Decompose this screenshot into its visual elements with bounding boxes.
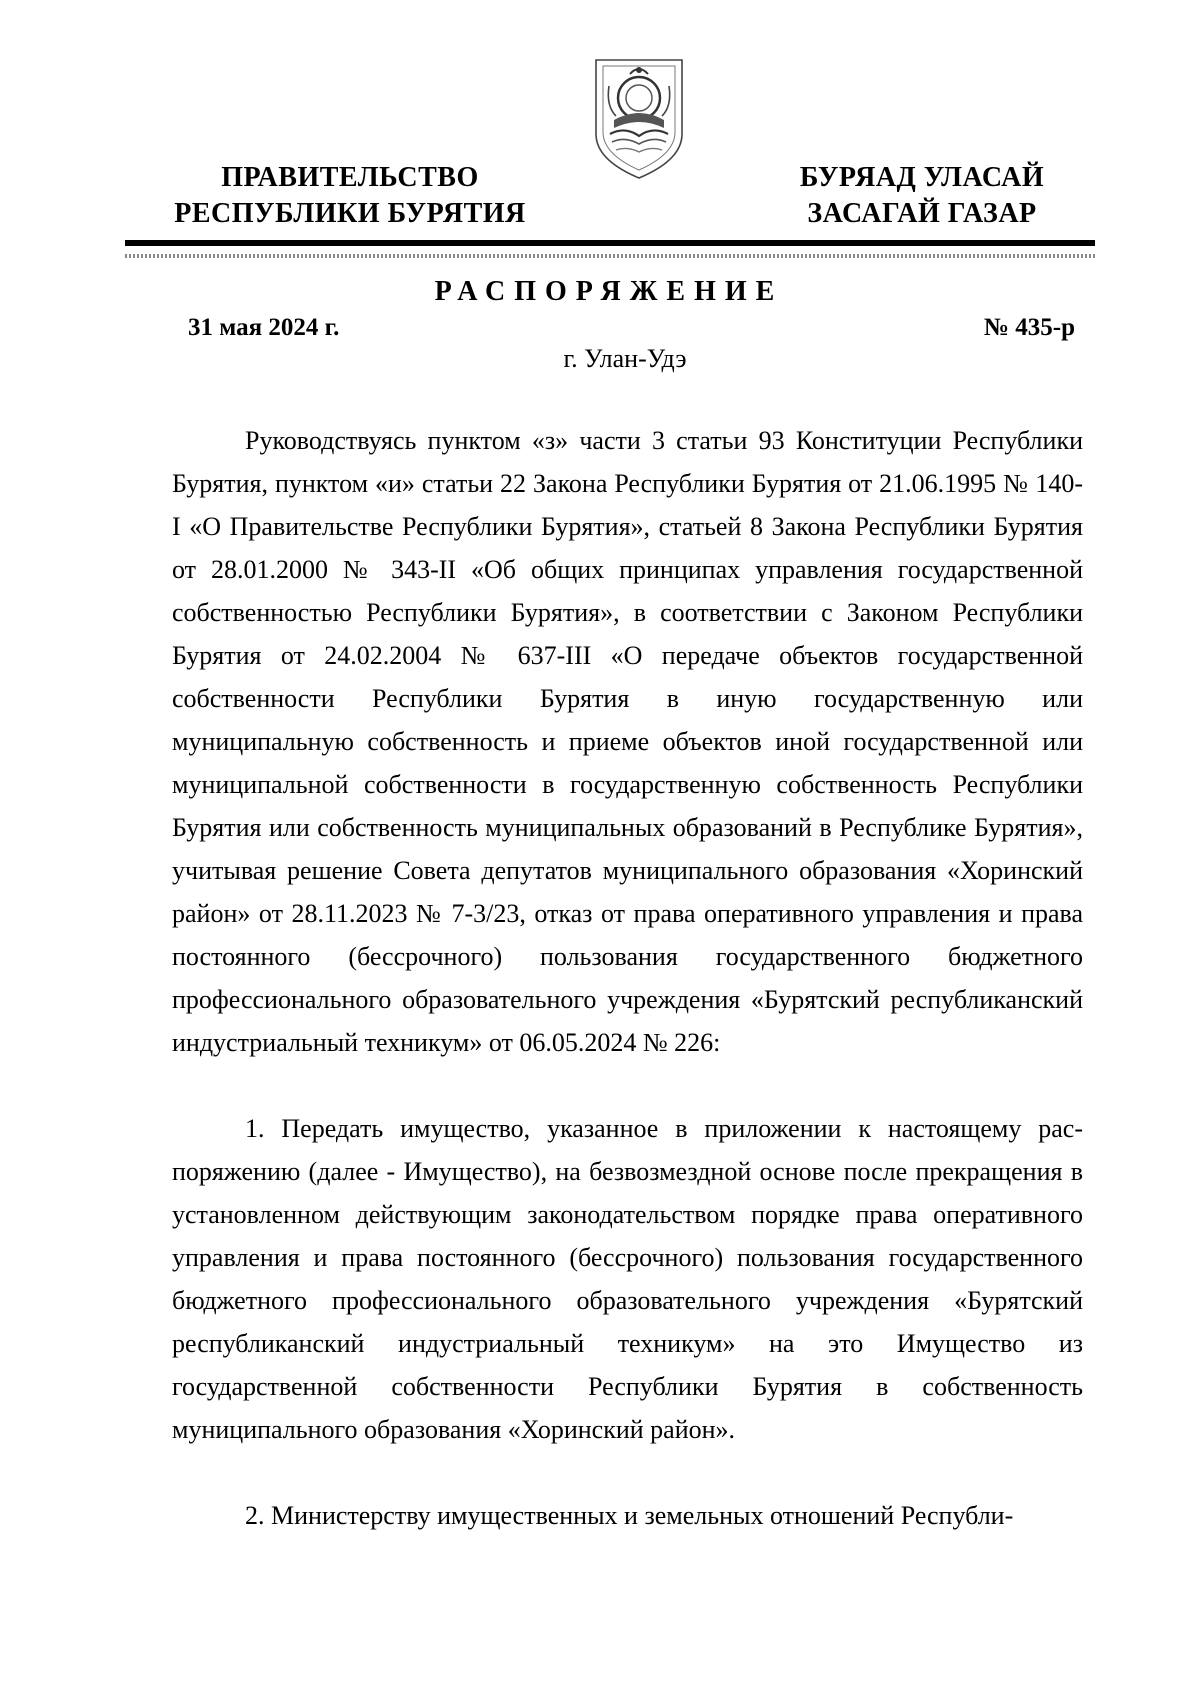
document-city: г. Улан-Удэ [563,344,687,373]
header-left-org-name [140,160,560,232]
preamble-paragraph: Руководствуясь пунктом «з» части 3 статьи 93 Конституции Республики Бурятия, пунктом «и» статьи 22 Закона Республики Бурятия от 21.06.1995 № 140-I «О Правительстве Республики Бурятия», статьей 8 Закона Республики Бурятия от 28.01.2000 № 343-II «Об общих принципах управления государственной собственностью Республики Бурятия», в соответствии с Законом Республики Бурятия от 24.02.2004 № 637-III «О передаче объектов государственной собственности Республики Бурятия в иную государственную или муниципальную собственность и приеме объектов иной государственной или муниципальной собственности в государственную собственность Республики Бурятия или собственность муниципальных образований в Республике Бурятия», учитывая решение Совета депутатов муниципального образования «Хоринский район» от 28.11.2023 № 7-3/23, отказ от права оперативного управления и права постоянного (бессрочного) пользования государственного бюджетного профессионального образовательного учреждения «Бурятский республиканский индустриальный техникум» от 06.05.2024 № 226: [172,426,1083,1057]
header-right-line2: ЗАСАГАЙ ГАЗАР [807,198,1037,229]
header-right-org-name [712,160,1132,232]
clause-1-paragraph: 1. Передать имущество, указанное в приложении к настоящему распоряжению (далее - Имущество), на безвозмездной основе после прекращения в установленном действующим законодательством порядке права оперативного управления и права постоянного (бессрочного) пользования государственного бюджетного профессионального образовательного учреждения «Бурятский республиканский индустриальный техникум» на это Имущество из государственной собственности Республики Бурятия в собственность муниципального образования «Хоринский район». [172,1114,1083,1444]
coat-of-arms-icon [590,56,688,182]
clause-2-paragraph: 2. Министерству имущественных и земельных отношений Республи- [245,1501,1014,1530]
document-number: № 435-р [983,314,1075,341]
document-body [172,419,1083,1537]
document-date: 31 мая 2024 г. [188,314,340,341]
header-right-line1: БУРЯАД УЛАСАЙ [799,162,1045,193]
header-left-line2: РЕСПУБЛИКИ БУРЯТИЯ [174,198,526,229]
header-divider-thin [125,254,1095,258]
header-left-line1: ПРАВИТЕЛЬСТВО [221,162,479,193]
header-divider-thick [125,240,1095,246]
document-type-title: РАСПОРЯЖЕНИЕ [434,276,784,307]
